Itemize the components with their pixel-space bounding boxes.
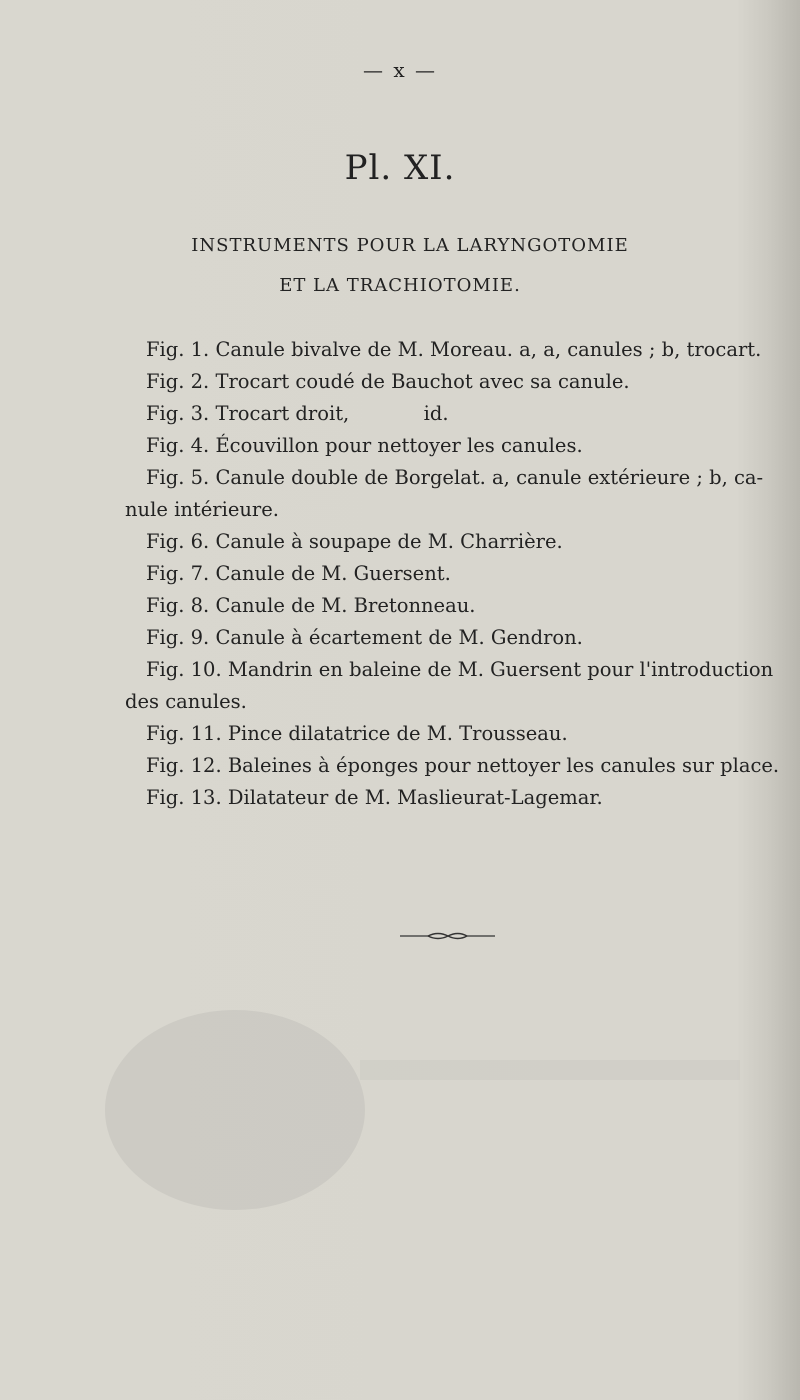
figure-item: Fig. 1. Canule bivalve de M. Moreau. a, a, canules ; b, trocart. <box>146 338 762 361</box>
figure-item: Fig. 4. Écouvillon pour nettoyer les canules. <box>146 434 583 457</box>
figure-item: Fig. 9. Canule à écartement de M. Gendron. <box>146 626 583 649</box>
section-title-line-2: ET LA TRACHIOTOMIE. <box>279 275 521 296</box>
figure-item: Fig. 13. Dilatateur de M. Maslieurat-Lagemar. <box>146 786 603 809</box>
ornamental-rule <box>400 930 495 942</box>
figure-list <box>125 334 780 814</box>
figure-item: Fig. 2. Trocart coudé de Bauchot avec sa canule. <box>146 370 630 393</box>
figure-item: Fig. 8. Canule de M. Bretonneau. <box>146 594 476 617</box>
figure-item-continuation: des canules. <box>125 690 247 713</box>
figure-item: Fig. 10. Mandrin en baleine de M. Guersent pour l'introduction <box>146 658 774 681</box>
figure-item: Fig. 11. Pince dilatatrice de M. Trousseau. <box>146 722 568 745</box>
figure-item-continuation: nule intérieure. <box>125 498 279 521</box>
figure-item: Fig. 12. Baleines à éponges pour nettoyer les canules sur place. <box>146 754 780 777</box>
figure-item: Fig. 6. Canule à soupape de M. Charrière. <box>146 530 563 553</box>
show-through-shadow <box>105 1010 365 1210</box>
show-through-shadow <box>360 1060 740 1080</box>
section-title-line-1: INSTRUMENTS POUR LA LARYNGOTOMIE <box>191 235 629 256</box>
plate-number: Pl. XI. <box>344 148 456 188</box>
figure-item: Fig. 7. Canule de M. Guersent. <box>146 562 451 585</box>
figure-item: Fig. 5. Canule double de Borgelat. a, canule extérieure ; b, ca- <box>146 466 764 489</box>
figure-item: Fig. 3. Trocart droit, id. <box>146 402 449 425</box>
folio: — x — <box>363 58 437 82</box>
